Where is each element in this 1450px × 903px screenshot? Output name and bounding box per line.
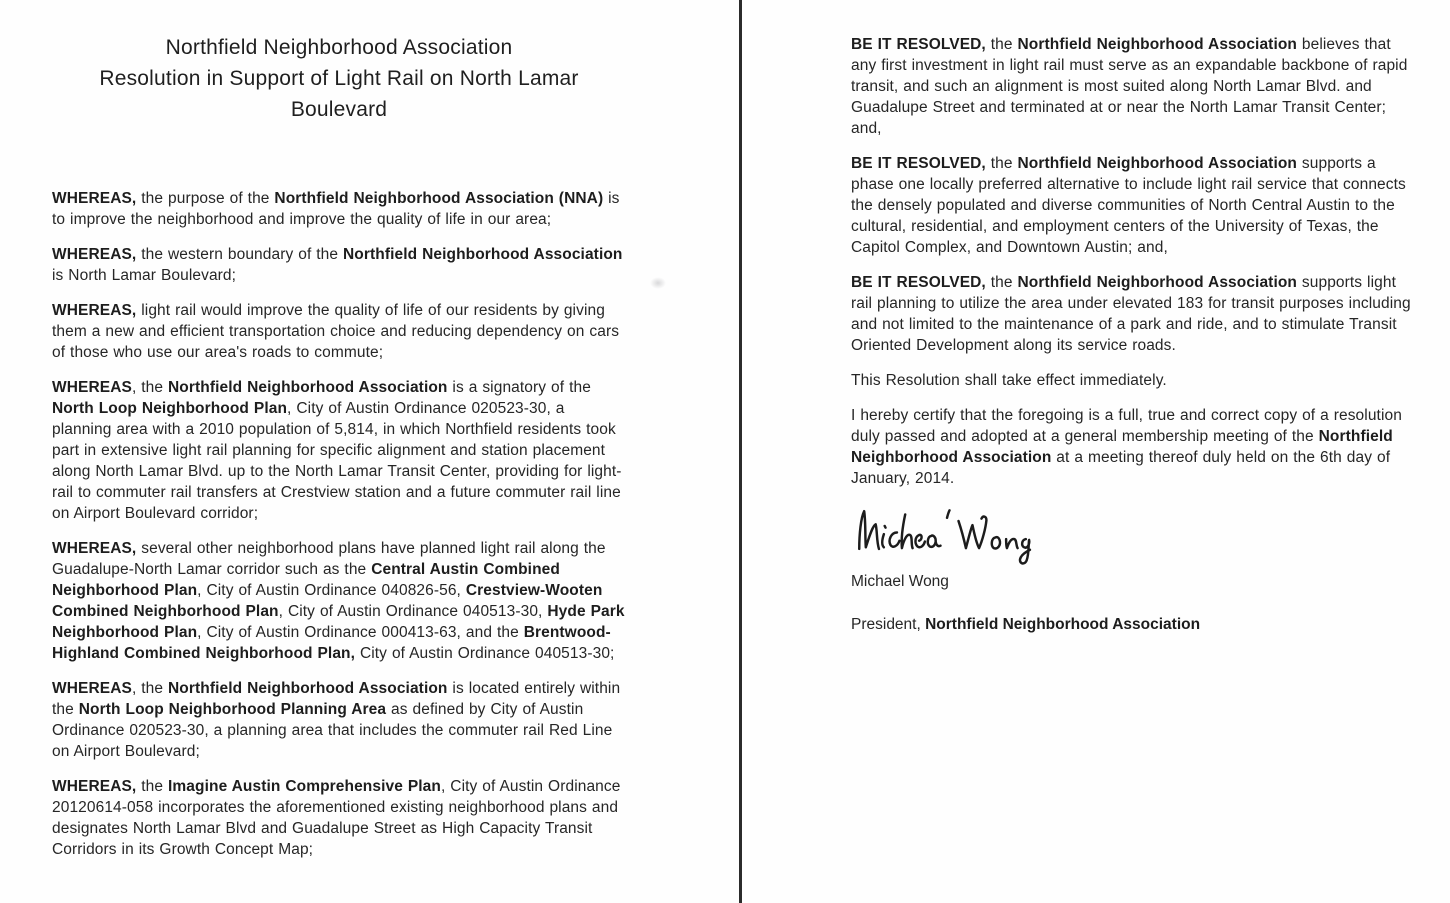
resolved-paragraph [851,272,1413,356]
text-run: believes that any first investment in light rail must serve as an expandable backbone of rapid transit, and such an alignment is most suited along North Lamar Blvd. and Guadalupe Street and terminated at or near the North Lamar Transit Center; and, [851,36,1408,137]
bold-text-run: Northfield Neighborhood Association (NNA) [274,190,604,207]
document-title-line: Resolution in Support of Light Rail on North Lamar [99,67,579,90]
text-run: City of Austin Ordinance 040513-30; [355,645,615,662]
text-run: This Resolution shall take effect immediately. [851,372,1167,389]
bold-text-run: Imagine Austin Comprehensive Plan [168,778,441,795]
bold-text-run: Central Austin Combined Neighborhood Plan [52,561,560,599]
bold-text-run: Northfield Neighborhood Association [1017,36,1297,53]
bold-text-run: WHEREAS, [52,540,137,557]
whereas-paragraph [52,538,626,664]
bold-text-run: Northfield Neighborhood Association [1017,155,1297,172]
bold-text-run: Northfield Neighborhood Association [168,680,448,697]
text-run: supports a phase one locally preferred alternative to include light rail service that connects the densely populated and diverse communities of North Central Austin to the cultural, residential, and employment centers of the University of Texas, the Capitol Complex, and Downtown Austin; and, [851,155,1406,256]
whereas-paragraph [52,377,626,524]
bold-text-run: Northfield Neighborhood Association [1017,274,1297,291]
bold-text-run: Northfield Neighborhood Association [168,379,448,396]
bold-text-run: Northfield Neighborhood Association [343,246,623,263]
text-run: supports light rail planning to utilize the area under elevated 183 for transit purposes including and not limited to the maintenance of a park and ride, and to stimulate Transit Oriented Development along its service roads. [851,274,1411,354]
text-run: , the [131,379,169,396]
bold-text-run: BE IT RESOLVED, [851,36,986,53]
bold-text-run: Northfield Neighborhood Association [925,616,1201,633]
text-run: is North Lamar Boulevard; [52,267,237,284]
resolved-paragraph [851,370,1413,391]
text-run: , City of Austin Ordinance 000413-63, and the [197,624,524,641]
text-run: the [985,155,1018,172]
text-run: light rail would improve the quality of life of our residents by giving them a new and efficient transportation choice and reducing dependency on cars of those who use our area's roads to commute; [52,302,620,361]
text-run: at a meeting thereof duly held on the 6th day of January, 2014. [851,449,1391,487]
resolved-paragraph [851,405,1413,489]
whereas-paragraph [52,678,626,762]
whereas-paragraph [52,776,626,860]
page-1-body [52,188,626,860]
text-run: is located entirely within the [52,680,621,718]
text-run: the western boundary of the [136,246,344,263]
bold-text-run: WHEREAS, [52,246,137,263]
page-2 [742,0,1450,903]
page-2-content [851,34,1413,635]
text-run: the purpose of the [136,190,275,207]
resolved-paragraph [851,34,1413,139]
text-run: as defined by City of Austin Ordinance 020523-30, a planning area that includes the commuter rail Red Line on Airport Boulevard; [52,701,613,760]
whereas-paragraph [52,300,626,363]
bold-text-run: WHEREAS, [52,778,137,795]
text-run: several other neighborhood plans have planned light rail along the Guadalupe-North Lamar corridor such as the [52,540,606,578]
whereas-paragraph [52,244,626,286]
text-run: President, [851,616,926,633]
text-run: is to improve the neighborhood and improve the quality of life in our area; [52,190,620,228]
bold-text-run: BE IT RESOLVED, [851,155,986,172]
bold-text-run: WHEREAS, [52,190,137,207]
signatory-printed-name: Michael Wong [851,573,949,590]
whereas-paragraph [52,188,626,230]
text-run: , City of Austin Ordinance 040826-56, [197,582,466,599]
text-run: , City of Austin Ordinance 020523-30, a planning area with a 2010 population of 5,814, in which Northfield residents took part in extensive light rail planning for specific alignment and station placement along North Lamar Blvd. up to the North Lamar Transit Center, providing for light-rail to commuter rail transfers at Crestview station and a future commuter rail line on Airport Boulevard corridor; [52,400,622,522]
text-run: is a signatory of the [447,379,591,396]
page-1-content [52,32,626,874]
text-run: , City of Austin Ordinance 20120614-058 incorporates the aforementioned existing neighborhood plans and designates North Lamar Blvd and Guadalupe Street as High Capacity Transit Corridors in its Growth Concept Map; [52,778,621,858]
document-title [52,32,626,125]
page-2-body [851,34,1413,489]
scan-artifact [650,277,666,289]
bold-text-run: WHEREAS, [52,302,137,319]
document-title-line: Boulevard [290,98,388,121]
signatory-title [851,614,1413,635]
bold-text-run: North Loop Neighborhood Plan [52,400,288,417]
text-run: the [136,778,169,795]
text-run: the [985,36,1018,53]
text-run: , City of Austin Ordinance 040513-30, [278,603,548,620]
text-run: the [985,274,1018,291]
bold-text-run: Hyde Park Neighborhood Plan [52,603,625,641]
bold-text-run: Crestview-Wooten Combined Neighborhood Plan [52,582,603,620]
bold-text-run: WHEREAS [52,680,132,697]
text-run: I hereby certify that the foregoing is a full, true and correct copy of a resolution duly passed and adopted at a general membership meeting of the [851,407,1402,445]
resolved-paragraph [851,153,1413,258]
bold-text-run: North Loop Neighborhood Planning Area [78,701,387,718]
signature-image [847,503,1052,567]
document-title-line: Northfield Neighborhood Association [165,36,513,59]
bold-text-run: Northfield Neighborhood Association [851,428,1393,466]
text-run: , the [131,680,169,697]
bold-text-run: Brentwood-Highland Combined Neighborhood Plan, [52,624,611,662]
bold-text-run: BE IT RESOLVED, [851,274,986,291]
signature-block [851,503,1413,635]
bold-text-run: WHEREAS [52,379,132,396]
